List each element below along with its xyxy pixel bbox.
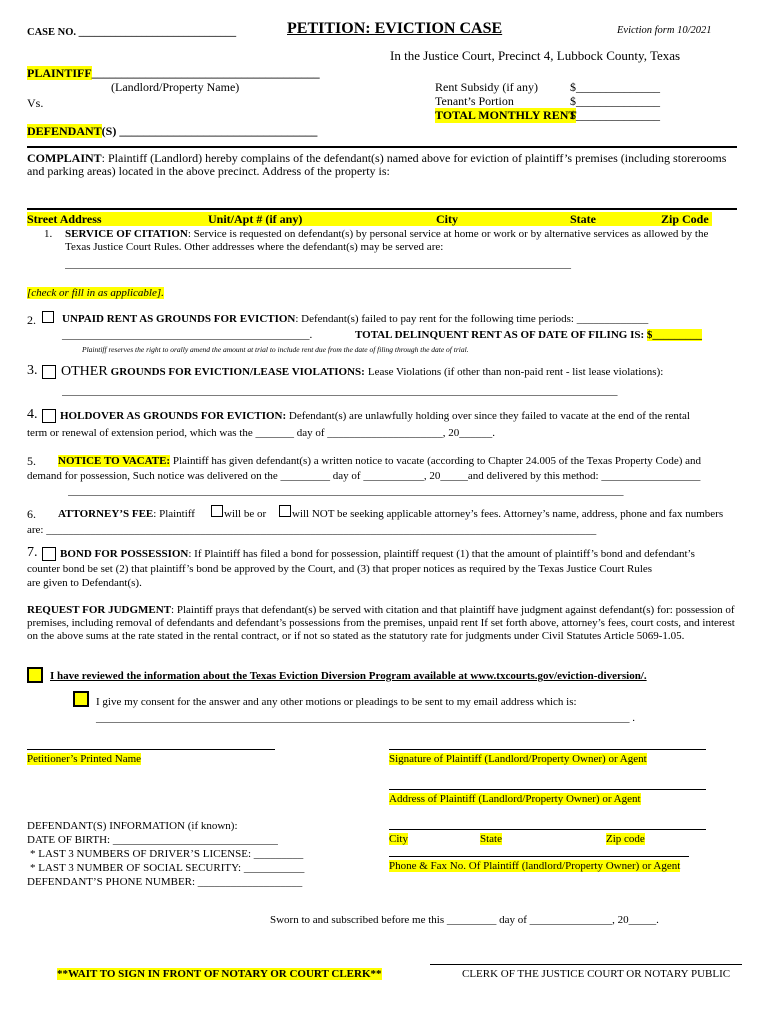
item3-text: Lease Violations (if other than non-paid rent - list lease violations): <box>367 366 664 378</box>
bond-checkbox[interactable] <box>42 547 56 561</box>
rent-amend-note: Plaintiff reserves the right to orally amend the amount at trial to include rent due from the date of filing through the date of trial. <box>82 345 469 354</box>
defendant-field[interactable] <box>27 124 317 139</box>
diversion-statement: I have reviewed the information about the Texas Eviction Diversion Program available at www.txcourts.gov/eviction-diversion/. <box>50 670 647 682</box>
other-lead: OTHER <box>61 364 108 379</box>
holdover-label: HOLDOVER AS GROUNDS FOR EVICTION: <box>60 410 287 422</box>
item7-number: 7. <box>27 545 38 560</box>
defendant-label: DEFENDANT <box>27 124 102 138</box>
notary-signature-line[interactable] <box>430 964 742 965</box>
plaintiff-field[interactable] <box>27 66 320 81</box>
notice-delivery-field[interactable]: demand for possession, Such notice was delivered on the _________ day of ___________, 20_____and delivered by this method: __________________ <box>27 470 701 482</box>
will-not-checkbox[interactable] <box>279 505 291 517</box>
item6-number: 6. <box>27 507 36 521</box>
signature-line[interactable] <box>389 749 706 750</box>
total-delinquent-label: TOTAL DELINQUENT RENT AS OF DATE OF FILING IS: <box>355 329 645 341</box>
defendant-license-field[interactable]: * LAST 3 NUMBERS OF DRIVER’S LICENSE: _________ <box>30 848 304 860</box>
item2-text: : Defendant(s) failed to pay rent for the following time periods: _____________ <box>295 313 649 325</box>
item4-text: Defendant(s) are unlawfully holding over since they failed to vacate at the end of the rental <box>288 410 690 422</box>
service-of-citation-label: SERVICE OF CITATION <box>65 228 188 240</box>
attorney-fee-label: ATTORNEY’S FEE <box>58 508 154 520</box>
will-not-label: will NOT be seeking applicable attorney’s fees. Attorney’s name, address, phone and fax numbers <box>292 508 724 520</box>
item5-line1 <box>58 455 701 467</box>
item5-text: Plaintiff has given defendant(s) a written notice to vacate (according to Chapter 24.005 of the Texas Property Code) and <box>172 455 702 467</box>
printed-name-label: Petitioner’s Printed Name <box>27 753 142 765</box>
judgment-text: : Plaintiff prays that defendant(s) be served with citation and that plaintiff have judgment against defendant(s) for: possession of premises, including removal of defendants and defendant’s possessions from the premises, unpaid rent If set forth above, attorney’s fees, court costs, and interest on the above sums at the rate stated in the rental contract, or if not so stated as the statutory rate for judgments under Civil Statutes Article 5069-1.05. <box>27 604 735 642</box>
defendant-ssn-field[interactable]: * LAST 3 NUMBER OF SOCIAL SECURITY: ___________ <box>30 862 305 874</box>
item5-number: 5. <box>27 454 36 468</box>
consent-text: I give my consent for the answer and any other motions or pleadings to be sent to my email address which is: <box>96 696 577 708</box>
city-state-zip-line[interactable] <box>389 829 706 830</box>
rent-periods-field[interactable]: _____________________________________________. <box>62 329 313 341</box>
other-grounds-checkbox[interactable] <box>42 365 56 379</box>
divider <box>27 146 737 148</box>
address-line[interactable] <box>389 789 706 790</box>
will-be-label: will be or <box>224 508 267 520</box>
form-version: Eviction form 10/2021 <box>617 25 712 36</box>
item2-line1 <box>62 313 648 325</box>
complaint-paragraph <box>27 152 727 178</box>
phone-line[interactable] <box>389 856 689 857</box>
plaintiff-sublabel: (Landlord/Property Name) <box>111 80 240 94</box>
total-delinquent-field[interactable]: $_________ <box>646 329 702 341</box>
item4-number: 4. <box>27 407 38 422</box>
item7-line3: are given to Defendant(s). <box>27 577 142 589</box>
other-addresses-field[interactable]: ____________________________________________________________________________________________ <box>65 258 571 270</box>
notice-method-field[interactable]: _____________________________________________________________________________________________________ <box>68 485 624 497</box>
tenant-portion-label: Tenant’s Portion <box>435 94 514 108</box>
plaintiff-zip-label: Zip code <box>606 833 645 845</box>
city-header: City <box>436 212 458 226</box>
judgment-label: REQUEST FOR JUDGMENT <box>27 604 172 616</box>
defendant-blank: (S) _________________________________ <box>101 124 318 138</box>
total-delinquent-rent <box>355 329 702 341</box>
item7-line2: counter bond be set (2) that plaintiff’s bond be approved by the Court, and (3) that proper notices as required by the Texas Justice Court Rules <box>27 563 653 575</box>
defendant-info-heading: DEFENDANT(S) INFORMATION (if known): <box>27 820 238 832</box>
plaintiff-city-label: City <box>389 833 408 845</box>
notice-to-vacate-label: NOTICE TO VACATE: <box>58 455 171 467</box>
attorney-info-field[interactable]: are: ____________________________________________________________________________________________________ <box>27 524 597 536</box>
item1-text: : Service is requested on defendant(s) by personal service at home or work or by alternative services as allowed by the Texas Justice Court Rules. Other addresses where the defendant(s) may be served are: <box>65 228 709 253</box>
sworn-statement[interactable]: Sworn to and subscribed before me this _________ day of _______________, 20_____. <box>270 914 659 926</box>
defendant-dob-field[interactable]: DATE OF BIRTH: ______________________________ <box>27 834 278 846</box>
holdover-checkbox[interactable] <box>42 409 56 423</box>
state-header: State <box>570 212 596 226</box>
will-be-checkbox[interactable] <box>211 505 223 517</box>
unit-header: Unit/Apt # (if any) <box>208 212 303 226</box>
court-name: In the Justice Court, Precinct 4, Lubbock County, Texas <box>390 48 681 63</box>
email-address-field[interactable]: _________________________________________________________________________________________________ . <box>96 712 635 724</box>
attorney-fee-plaintiff: : Plaintiff <box>153 508 195 520</box>
item3-line1 <box>61 364 663 380</box>
clerk-label: CLERK OF THE JUSTICE COURT OR NOTARY PUBLIC <box>462 968 731 980</box>
item2-number: 2. <box>27 313 36 327</box>
complaint-label: COMPLAINT <box>27 151 102 165</box>
page-title: PETITION: EVICTION CASE <box>287 20 503 37</box>
lease-violations-field[interactable]: _____________________________________________________________________________________________________ <box>62 385 618 397</box>
signature-label: Signature of Plaintiff (Landlord/Property Owner) or Agent <box>389 753 647 765</box>
total-monthly-rent-label: TOTAL MONTHLY RENT <box>435 108 577 122</box>
holdover-date-field[interactable]: term or renewal of extension period, which was the _______ day of _____________________, 20______. <box>27 427 496 439</box>
street-address-header: Street Address <box>27 212 102 226</box>
item7-line1 <box>60 548 695 560</box>
zip-header: Zip Code <box>661 212 709 226</box>
item4-line1 <box>60 410 690 422</box>
unpaid-rent-checkbox[interactable] <box>42 311 54 323</box>
total-monthly-rent-field[interactable]: $______________ <box>570 108 660 122</box>
diversion-checkbox[interactable] <box>27 667 43 683</box>
rent-subsidy-label: Rent Subsidy (if any) <box>435 80 538 94</box>
plaintiff-address-label: Address of Plaintiff (Landlord/Property Owner) or Agent <box>389 793 641 805</box>
plaintiff-phone-label: Phone & Fax No. Of Plaintiff (landlord/Property Owner) or Agent <box>389 860 681 872</box>
check-note: [check or fill in as applicable]. <box>27 287 164 299</box>
item7-text: : If Plaintiff has filed a bond for possession, plaintiff request (1) that the amount of plaintiff’s bond and defendant’s <box>188 548 695 560</box>
attorney-fee-prefix <box>58 508 195 520</box>
plaintiff-state-label: State <box>480 833 502 845</box>
unpaid-rent-label: UNPAID RENT AS GROUNDS FOR EVICTION <box>62 313 296 325</box>
versus: Vs. <box>27 96 44 110</box>
item1-paragraph <box>65 228 730 254</box>
bond-label: BOND FOR POSSESSION <box>60 548 189 560</box>
property-address-line[interactable] <box>27 208 737 210</box>
address-header-bar <box>27 212 712 226</box>
email-consent-checkbox[interactable] <box>73 691 89 707</box>
complaint-text: : Plaintiff (Landlord) hereby complains of the defendant(s) named above for eviction of plaintiff’s premises (including storerooms and parking areas) located in the above precinct. Address of the property is: <box>27 151 727 178</box>
judgment-paragraph <box>27 604 740 643</box>
item1-number: 1. <box>44 228 53 240</box>
case-number[interactable]: CASE NO. ______________________________ <box>27 27 237 38</box>
item3-number: 3. <box>27 363 38 378</box>
defendant-phone-field[interactable]: DEFENDANT’S PHONE NUMBER: ___________________ <box>27 876 303 888</box>
other-grounds-label: GROUNDS FOR EVICTION/LEASE VIOLATIONS: <box>110 366 365 378</box>
plaintiff-label: PLAINTIFF <box>27 66 92 80</box>
notary-warning: **WAIT TO SIGN IN FRONT OF NOTARY OR COURT CLERK** <box>57 968 382 980</box>
plaintiff-blank: ______________________________________ <box>91 66 320 80</box>
tenant-portion-field[interactable]: $______________ <box>570 94 660 108</box>
rent-subsidy-field[interactable]: $______________ <box>570 80 660 94</box>
printed-name-line[interactable] <box>27 749 275 750</box>
